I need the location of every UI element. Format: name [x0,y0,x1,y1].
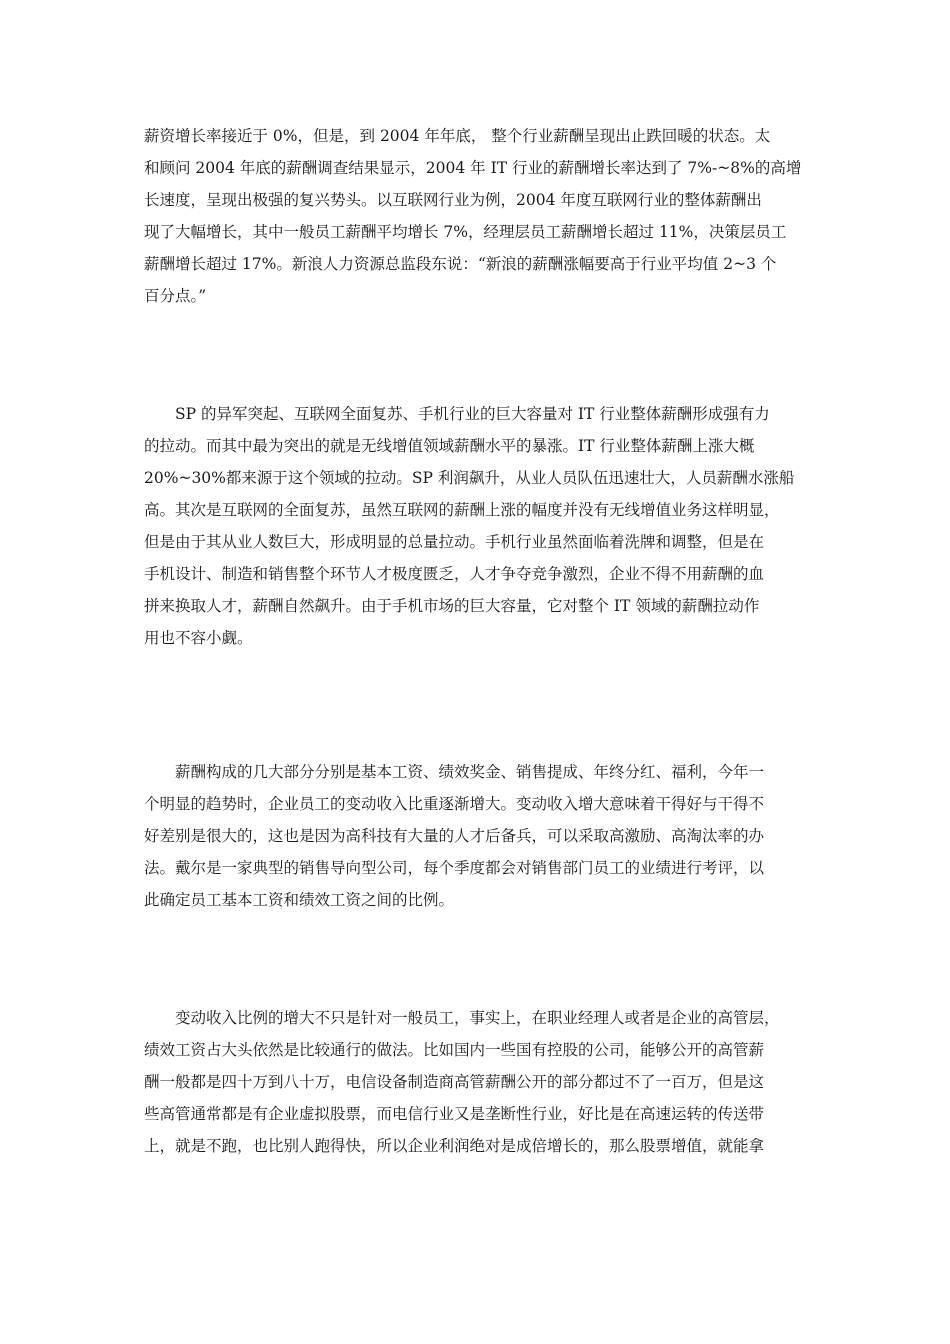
text-line: 上，就是不跑，也比别人跑得快，所以企业利润绝对是成倍增长的，那么股票增值，就能拿 [144,1137,765,1155]
text-line: 现了大幅增长，其中一般员工薪酬平均增长 7%，经理层员工薪酬增长超过 11%，决策层员工 [144,223,787,241]
text-line: 20%~30%都来源于这个领域的拉动。SP 利润飙升，从业人员队伍迅速壮大，人员薪酬水涨船 [144,469,795,487]
text-line: 百分点。” [144,287,207,305]
text-line: 高。其次是互联网的全面复苏，虽然互联网的薪酬上涨的幅度并没有无线增值业务这样明显， [144,501,780,519]
text-line: 拼来换取人才，薪酬自然飙升。由于手机市场的巨大容量，它对整个 IT 领域的薪酬拉动作 [144,597,760,615]
text-line: 薪酬增长超过 17%。新浪人力资源总监段东说：“新浪的薪酬涨幅要高于行业平均值 2~3 个 [144,255,777,273]
text-line: 手机设计、制造和销售整个环节人才极度匮乏，人才争夺竞争激烈，企业不得不用薪酬的血 [144,565,765,583]
text-line: 和顾问 2004 年底的薪酬调查结果显示，2004 年 IT 行业的薪酬增长率达到了 7%-~8%的高增 [144,159,802,177]
text-line: 变动收入比例的增大不只是针对一般员工，事实上，在职业经理人或者是企业的高管层， [175,1009,780,1027]
text-line: 薪酬构成的几大部分分别是基本工资、绩效奖金、销售提成、年终分红、福利，今年一 [175,763,765,781]
paragraph-1 [144,120,801,312]
text-line: 此确定员工基本工资和绩效工资之间的比例。 [144,891,455,909]
text-line: 薪资增长率接近于 0%，但是，到 2004 年年底， 整个行业薪酬呈现出止跌回暖的状态。太 [144,127,771,145]
text-line: 但是由于其从业人数巨大，形成明显的总量拉动。手机行业虽然面临着洗牌和调整，但是在 [144,533,765,551]
text-line: 绩效工资占大头依然是比较通行的做法。比如国内一些国有控股的公司，能够公开的高管薪 [144,1041,765,1059]
text-line: 酬一般都是四十万到八十万，电信设备制造商高管薪酬公开的部分都过不了一百万，但是这 [144,1073,765,1091]
paragraph-4 [144,1002,780,1162]
text-line: 用也不容小觑。 [144,629,253,647]
text-line: 的拉动。而其中最为突出的就是无线增值领域薪酬水平的暴涨。IT 行业整体薪酬上涨大概 [144,437,755,455]
text-line: 法。戴尔是一家典型的销售导向型公司，每个季度都会对销售部门员工的业绩进行考评，以 [144,859,765,877]
text-line: 好差别是很大的，这也是因为高科技有大量的人才后备兵，可以采取高激励、高淘汰率的办 [144,827,765,845]
text-line: 个明显的趋势时，企业员工的变动收入比重逐渐增大。变动收入增大意味着干得好与干得不 [144,795,765,813]
text-line: 些高管通常都是有企业虚拟股票，而电信行业又是垄断性行业，好比是在高速运转的传送带 [144,1105,765,1123]
paragraph-2 [144,398,794,654]
text-line: SP 的异军突起、互联网全面复苏、手机行业的巨大容量对 IT 行业整体薪酬形成强有力 [175,405,770,423]
paragraph-3 [144,756,764,916]
text-line: 长速度，呈现出极强的复兴势头。以互联网行业为例，2004 年度互联网行业的整体薪酬出 [144,191,762,209]
